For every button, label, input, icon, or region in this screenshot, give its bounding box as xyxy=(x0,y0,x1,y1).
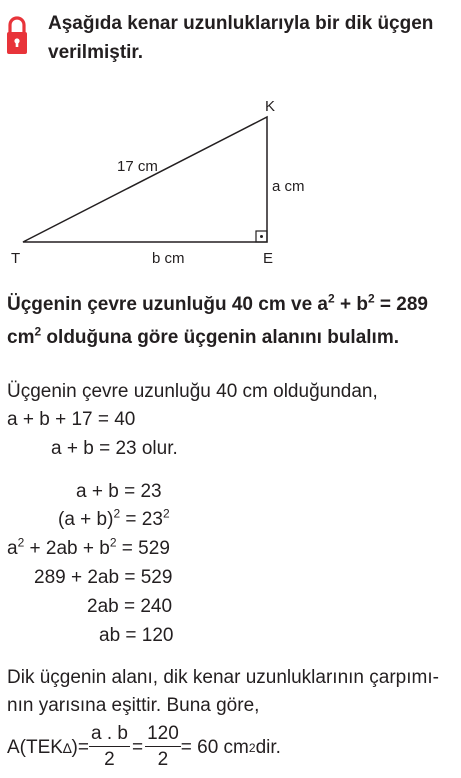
conclusion-line-1: Dik üçgenin alanı, dik kenar uzunluklarının çarpımı- xyxy=(7,667,439,688)
equation-4: $(a + b)^2 = 23^2$ xyxy=(58,506,170,530)
solution-intro: Üçgenin çevre uzunluğu 40 cm olduğundan, xyxy=(7,381,378,402)
vertex-e-label: E xyxy=(263,250,274,267)
vertex-t-label: T xyxy=(11,250,21,267)
header-title: Aşağıda kenar uzunluklarıyla bir dik üçgen verilmiştir. xyxy=(48,13,434,63)
problem-statement: Üçgenin çevre uzunluğu 40 cm ve $a^2 + b^2 = 289$ $cm^2$ olduğuna göre üçgenin alanını bulalım. xyxy=(7,291,428,348)
triangle-figure xyxy=(0,92,340,272)
fraction-120-over-2: $\frac{120}{2}$ xyxy=(147,723,179,770)
triangle xyxy=(23,117,267,242)
triangle-symbol: ∆ xyxy=(62,739,72,756)
fraction-ab-over-2: $\frac{a . b}{2}$ xyxy=(90,723,128,770)
equation-3: a + b = 23 xyxy=(76,481,162,502)
area-label: A(TEK xyxy=(7,736,63,758)
side-te-label: b cm xyxy=(152,250,185,267)
conclusion-line-2: nın yarısına eşittir. Buna göre, xyxy=(7,695,260,716)
lock-icon xyxy=(6,13,28,55)
side-tk-label: 17 cm xyxy=(117,158,158,175)
equation-8: ab = 120 xyxy=(99,625,174,646)
equation-5: $a^2 + 2ab + b^2 = 529$ xyxy=(7,535,170,559)
area-formula: A(TEK ∆ )= $\frac{a . b}{2}$ = $\frac{120}{2}$ = 60 cm 2 dir. xyxy=(7,722,281,773)
equation-7: 2ab = 240 xyxy=(87,596,173,617)
area-result: = 60 cm xyxy=(180,736,249,758)
equation-2: a + b = 23 olur. xyxy=(51,438,178,459)
equation-6: 289 + 2ab = 529 xyxy=(34,567,173,588)
equation-1: a + b + 17 = 40 xyxy=(7,409,136,430)
vertex-k-label: K xyxy=(265,98,276,115)
side-ke-label: a cm xyxy=(272,178,305,195)
